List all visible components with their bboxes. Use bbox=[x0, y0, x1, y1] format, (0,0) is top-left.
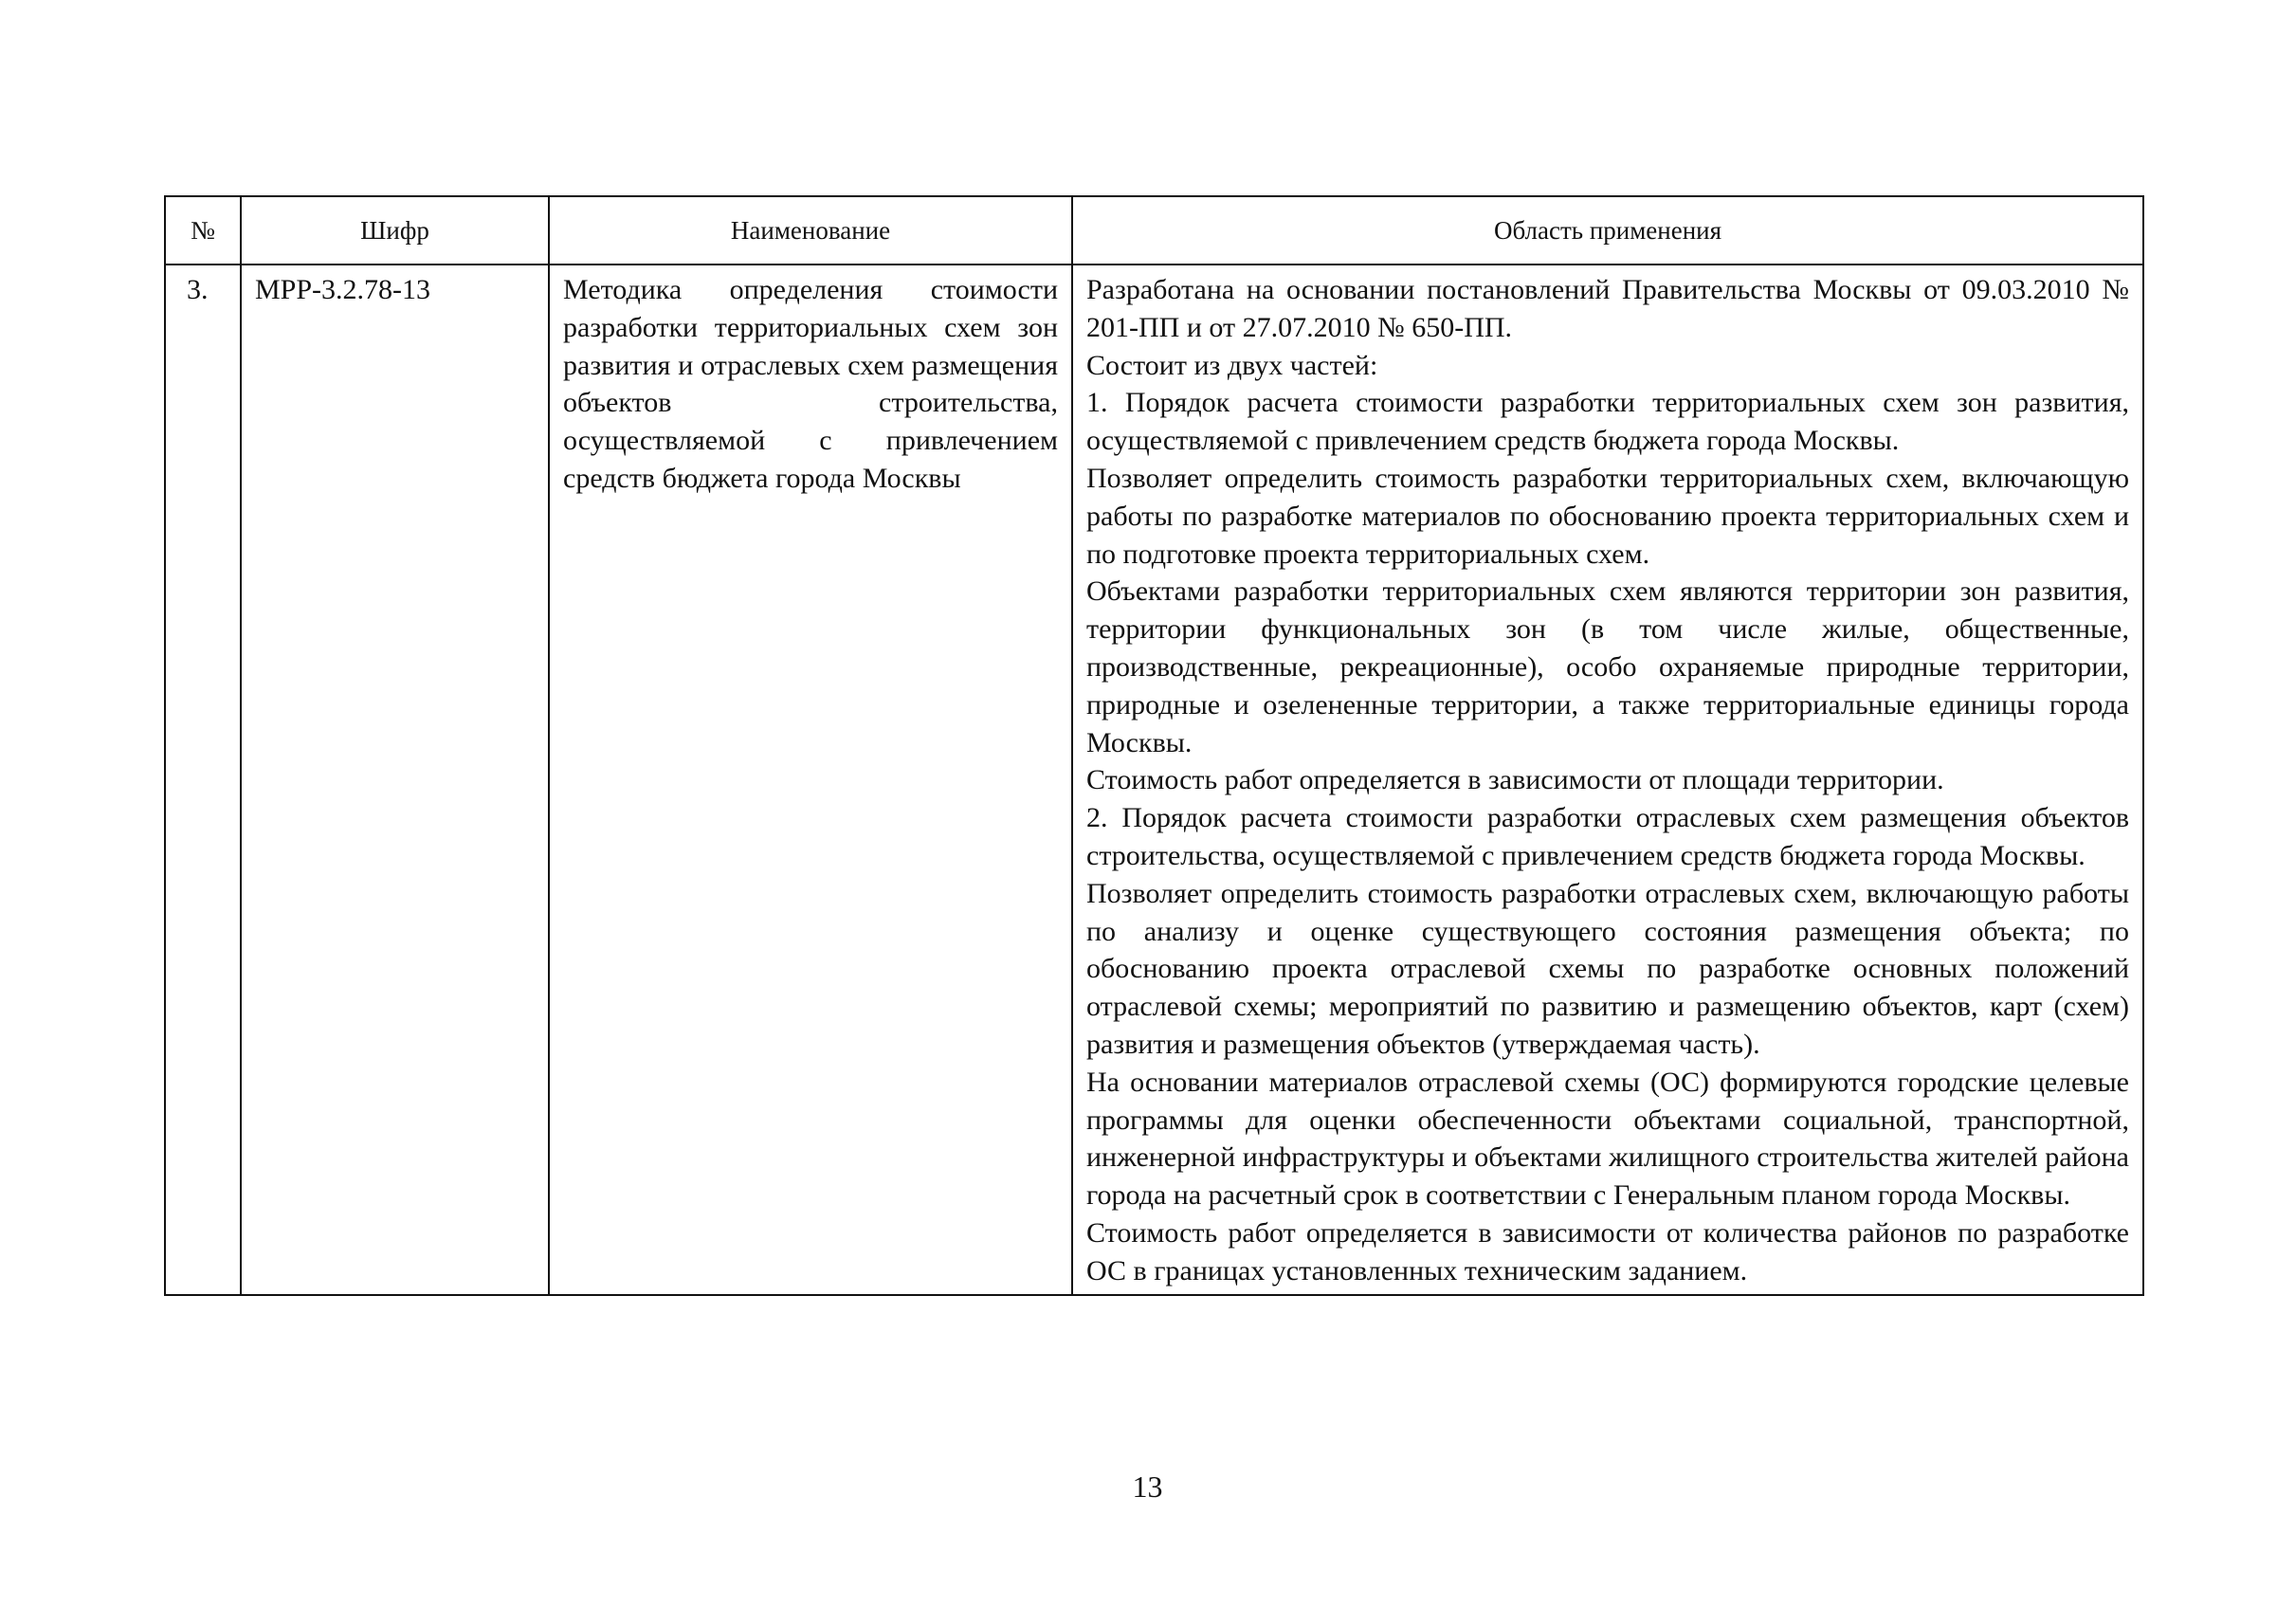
row-name: Методика определения стоимости разработки территориальных схем зон развития и отраслевых схем размещения объектов строительства, осуществляемой с привлечением средств бюджета города Москвы bbox=[549, 265, 1072, 1295]
header-code: Шифр bbox=[241, 196, 549, 265]
header-scope: Область применения bbox=[1072, 196, 2143, 265]
scope-paragraph: Позволяет определить стоимость разработки отраслевых схем, включающую работы по анализу и оценке существующего состояния размещения объекта; по обоснованию проекта отраслевой схемы по разработке основных положений отраслевой схемы; мероприятий по развитию и размещению объектов, карт (схем) развития и размещения объектов (утверждаемая часть). bbox=[1086, 877, 2129, 1060]
scope-paragraph: Объектами разработки территориальных схем являются территории зон развития, территории функциональных зон (в том числе жилые, общественные, производственные, рекреационные), особо охраняемые природные территории, природные и озелененные территории, а также территориальные единицы города Москвы. bbox=[1086, 575, 2129, 758]
methodology-table bbox=[164, 195, 2144, 1296]
scope-paragraph: Позволяет определить стоимость разработки территориальных схем, включающую работы по разработке материалов по обоснованию проекта территориальных схем и по подготовке проекта территориальных схем. bbox=[1086, 462, 2129, 570]
table-row bbox=[165, 265, 2143, 1295]
row-number: 3. bbox=[165, 265, 241, 1295]
scope-paragraph: 1. Порядок расчета стоимости разработки территориальных схем зон развития, осуществляемой с привлечением средств бюджета города Москвы. bbox=[1086, 387, 2129, 457]
page-number: 13 bbox=[1132, 1469, 1163, 1504]
scope-paragraph: На основании материалов отраслевой схемы (ОС) формируются городские целевые программы для оценки обеспеченности объектами социальной, транспортной, инженерной инфраструктуры и объектами жилищного строительства жителей района города на расчетный срок в соответствии с Генеральным планом города Москвы. bbox=[1086, 1066, 2129, 1212]
table-header-row bbox=[165, 196, 2143, 265]
scope-paragraph: Разработана на основании постановлений Правительства Москвы от 09.03.2010 № 201-ПП и от 27.07.2010 № 650-ПП. bbox=[1086, 274, 2129, 343]
header-number: № bbox=[165, 196, 241, 265]
scope-paragraph: 2. Порядок расчета стоимости разработки отраслевых схем размещения объектов строительства, осуществляемой с привлечением средств бюджета города Москвы. bbox=[1086, 802, 2129, 871]
scope-paragraph: Состоит из двух частей: bbox=[1086, 349, 1378, 381]
scope-paragraph: Стоимость работ определяется в зависимости от площади территории. bbox=[1086, 764, 1944, 796]
row-scope bbox=[1072, 265, 2143, 1295]
row-code: МРР-3.2.78-13 bbox=[241, 265, 549, 1295]
header-name: Наименование bbox=[549, 196, 1072, 265]
scope-paragraph: Стоимость работ определяется в зависимости от количества районов по разработке ОС в границах установленных техническим заданием. bbox=[1086, 1216, 2129, 1286]
